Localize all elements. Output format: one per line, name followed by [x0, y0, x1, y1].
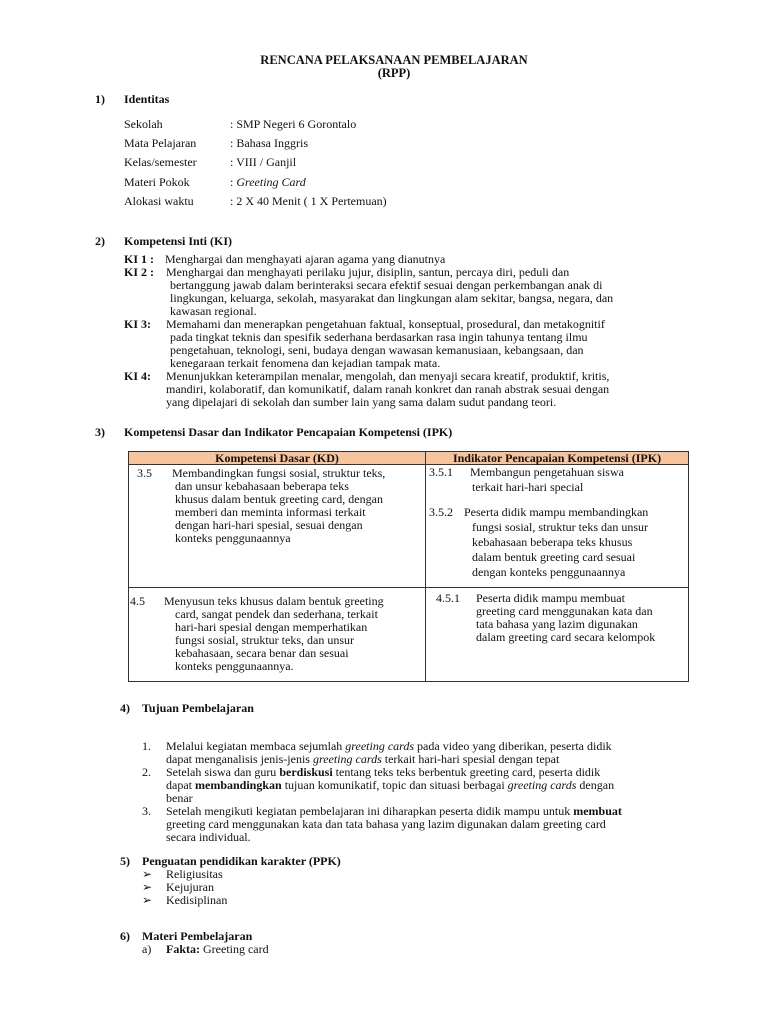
ppk-item: Kejujuran [166, 880, 214, 894]
objective-number: 2. [142, 765, 151, 779]
identity-label-topic: Materi Pokok [124, 175, 190, 189]
ki3-line: pada tingkat teknis dan spesifik sederhana berdasarkan rasa ingin tahunya tentang ilmu [170, 330, 588, 344]
objective-line: Melalui kegiatan membaca sejumlah greeting cards pada video yang diberikan, peserta didik [166, 739, 612, 753]
kd-cell-3-5 [129, 465, 426, 588]
ipk-line: greeting card menggunakan kata dan [476, 604, 653, 618]
objective-line: benar [166, 791, 193, 805]
identity-value-time: : 2 X 40 Menit ( 1 X Pertemuan) [230, 194, 387, 208]
arrow-bullet-icon: ➢ [142, 867, 153, 881]
kd-line: card, sangat pendek dan sederhana, terkait [175, 607, 378, 621]
section-6-heading: Materi Pembelajaran [142, 929, 253, 943]
ipk-line: kebahasaan beberapa teks khusus [472, 535, 633, 549]
objective-line: secara individual. [166, 830, 251, 844]
ki4-line: mandiri, kolaboratif, dan komunikatif, dalam ranah konkret dan ranah abstrak sesuai dengan [166, 382, 610, 396]
section-3-number: 3) [95, 425, 105, 439]
ipk-line: Peserta didik mampu membandingkan [464, 505, 649, 519]
ppk-item: Kedisiplinan [166, 893, 228, 907]
kd-number: 3.5 [137, 466, 152, 480]
objective-line: dapat membandingkan tujuan komunikatif, topic dan situasi berbagai greeting cards dengan [166, 778, 615, 792]
section-5-heading: Penguatan pendidikan karakter (PPK) [142, 854, 341, 868]
section-4-heading: Tujuan Pembelajaran [142, 701, 254, 715]
ki2-label: KI 2 : [124, 265, 154, 279]
identity-value-class: : VIII / Ganjil [230, 155, 297, 169]
ki4-line: Menunjukkan keterampilan menalar, mengolah, dan menyaji secara kreatif, produktif, kritis, [166, 369, 610, 383]
kd-line: konteks penggunaannya [175, 531, 291, 545]
section-6-number: 6) [120, 929, 130, 943]
objective-line: Setelah mengikuti kegiatan pembelajaran ini diharapkan peserta didik mampu untuk membuat [166, 804, 622, 818]
ipk-line: fungsi sosial, struktur teks dan unsur [472, 520, 648, 534]
section-2-number: 2) [95, 234, 105, 248]
ki2-line: kawasan regional. [170, 304, 257, 318]
ipk-number: 3.5.2 [429, 505, 453, 519]
material-label: a) [142, 942, 152, 956]
kd-line: memberi dan meminta informasi terkait [175, 505, 366, 519]
section-5-number: 5) [120, 854, 130, 868]
section-3-heading: Kompetensi Dasar dan Indikator Pencapaian Kompetensi (IPK) [124, 425, 453, 439]
kd-line: konteks penggunaannya. [175, 659, 294, 673]
objective-number: 1. [142, 739, 151, 753]
ipk-line: dengan konteks penggunaannya [472, 565, 626, 579]
ipk-number: 4.5.1 [436, 591, 460, 605]
ppk-item: Religiusitas [166, 867, 223, 881]
ki1-label: KI 1 : [124, 252, 154, 266]
ipk-cell-4-5 [426, 588, 689, 682]
ki1-text: Menghargai dan menghayati ajaran agama yang dianutnya [165, 252, 446, 266]
section-4-number: 4) [120, 701, 130, 715]
arrow-bullet-icon: ➢ [142, 880, 153, 894]
ki2-line: bertanggung jawab dalam berinteraksi secara efektif sesuai dengan perkembangan anak di [170, 278, 603, 292]
kd-line: khusus dalam bentuk greeting card, dengan [175, 492, 383, 506]
ki4-label: KI 4: [124, 369, 151, 383]
kd-number: 4.5 [130, 594, 145, 608]
header-kd: Kompetensi Dasar (KD) [129, 452, 426, 465]
ipk-line: dalam greeting card secara kelompok [476, 630, 656, 644]
objective-line: greeting card menggunakan kata dan tata bahasa yang lazim digunakan dalam greeting card [166, 817, 606, 831]
ki2-line: lingkungan, keluarga, sekolah, masyarakat dan lingkungan alam sekitar, bangsa, negara, dan [170, 291, 614, 305]
objective-number: 3. [142, 804, 151, 818]
arrow-bullet-icon: ➢ [142, 893, 153, 907]
kd-line: kebahasaan, secara benar dan sesuai [175, 646, 349, 660]
ipk-line: terkait hari-hari special [472, 480, 584, 494]
ki2-line: Menghargai dan menghayati perilaku jujur, disiplin, santun, percaya diri, peduli dan [166, 265, 570, 279]
ipk-line: Membangun pengetahuan siswa [470, 465, 624, 479]
identity-label-time: Alokasi waktu [124, 194, 194, 208]
material-fact: Fakta: Greeting card [166, 942, 269, 956]
objective-line: dapat menganalisis jenis-jenis greeting cards terkait hari-hari spesial dengan tepat [166, 752, 560, 766]
kd-line: hari-hari spesial dengan memperhatikan [175, 620, 368, 634]
identity-label-class: Kelas/semester [124, 155, 197, 169]
objective-line: Setelah siswa dan guru berdiskusi tentang teks teks berbentuk greeting card, peserta didik [166, 765, 601, 779]
kd-line: Menyusun teks khusus dalam bentuk greeting [164, 594, 384, 608]
ki3-line: pengetahuan, teknologi, seni, budaya dengan wawasan kemanusiaan, kebangsaan, dan [170, 343, 584, 357]
ipk-cell-3-5 [426, 465, 689, 588]
ki4-line: yang dipelajari di sekolah dan sumber lain yang sama dalam sudut pandang teori. [166, 395, 557, 409]
identity-value-school: : SMP Negeri 6 Gorontalo [230, 117, 357, 131]
ki3-line: Memahami dan menerapkan pengetahuan faktual, konseptual, prosedural, dan metakognitif [166, 317, 605, 331]
section-1-number: 1) [95, 92, 105, 106]
identity-label-subject: Mata Pelajaran [124, 136, 197, 150]
identity-label-school: Sekolah [124, 117, 163, 131]
kd-line: Membandingkan fungsi sosial, struktur teks, [172, 466, 386, 480]
identity-value-subject: : Bahasa Inggris [230, 136, 308, 150]
kd-line: fungsi sosial, struktur teks, dan unsur [175, 633, 354, 647]
section-1-heading: Identitas [124, 92, 170, 106]
header-ipk: Indikator Pencapaian Kompetensi (IPK) [426, 452, 689, 465]
ipk-line: Peserta didik mampu membuat [476, 591, 625, 605]
ki3-label: KI 3: [124, 317, 151, 331]
identity-value-topic: : Greeting Card [230, 175, 306, 189]
kd-cell-4-5 [129, 588, 426, 682]
kd-line: dengan hari-hari spesial, sesuai dengan [175, 518, 363, 532]
ipk-line: dalam bentuk greeting card sesuai [472, 550, 636, 564]
document-subtitle: (RPP) [377, 66, 411, 80]
ipk-line: tata bahasa yang lazim digunakan [476, 617, 638, 631]
document-title: RENCANA PELAKSANAAN PEMBELAJARAN [260, 53, 528, 67]
ki3-line: kenegaraan terkait fenomena dan kejadian tampak mata. [170, 356, 441, 370]
section-2-heading: Kompetensi Inti (KI) [124, 234, 232, 248]
competency-table [128, 451, 689, 682]
ipk-number: 3.5.1 [429, 465, 453, 479]
kd-line: dan unsur kebahasaan beberapa teks [175, 479, 349, 493]
